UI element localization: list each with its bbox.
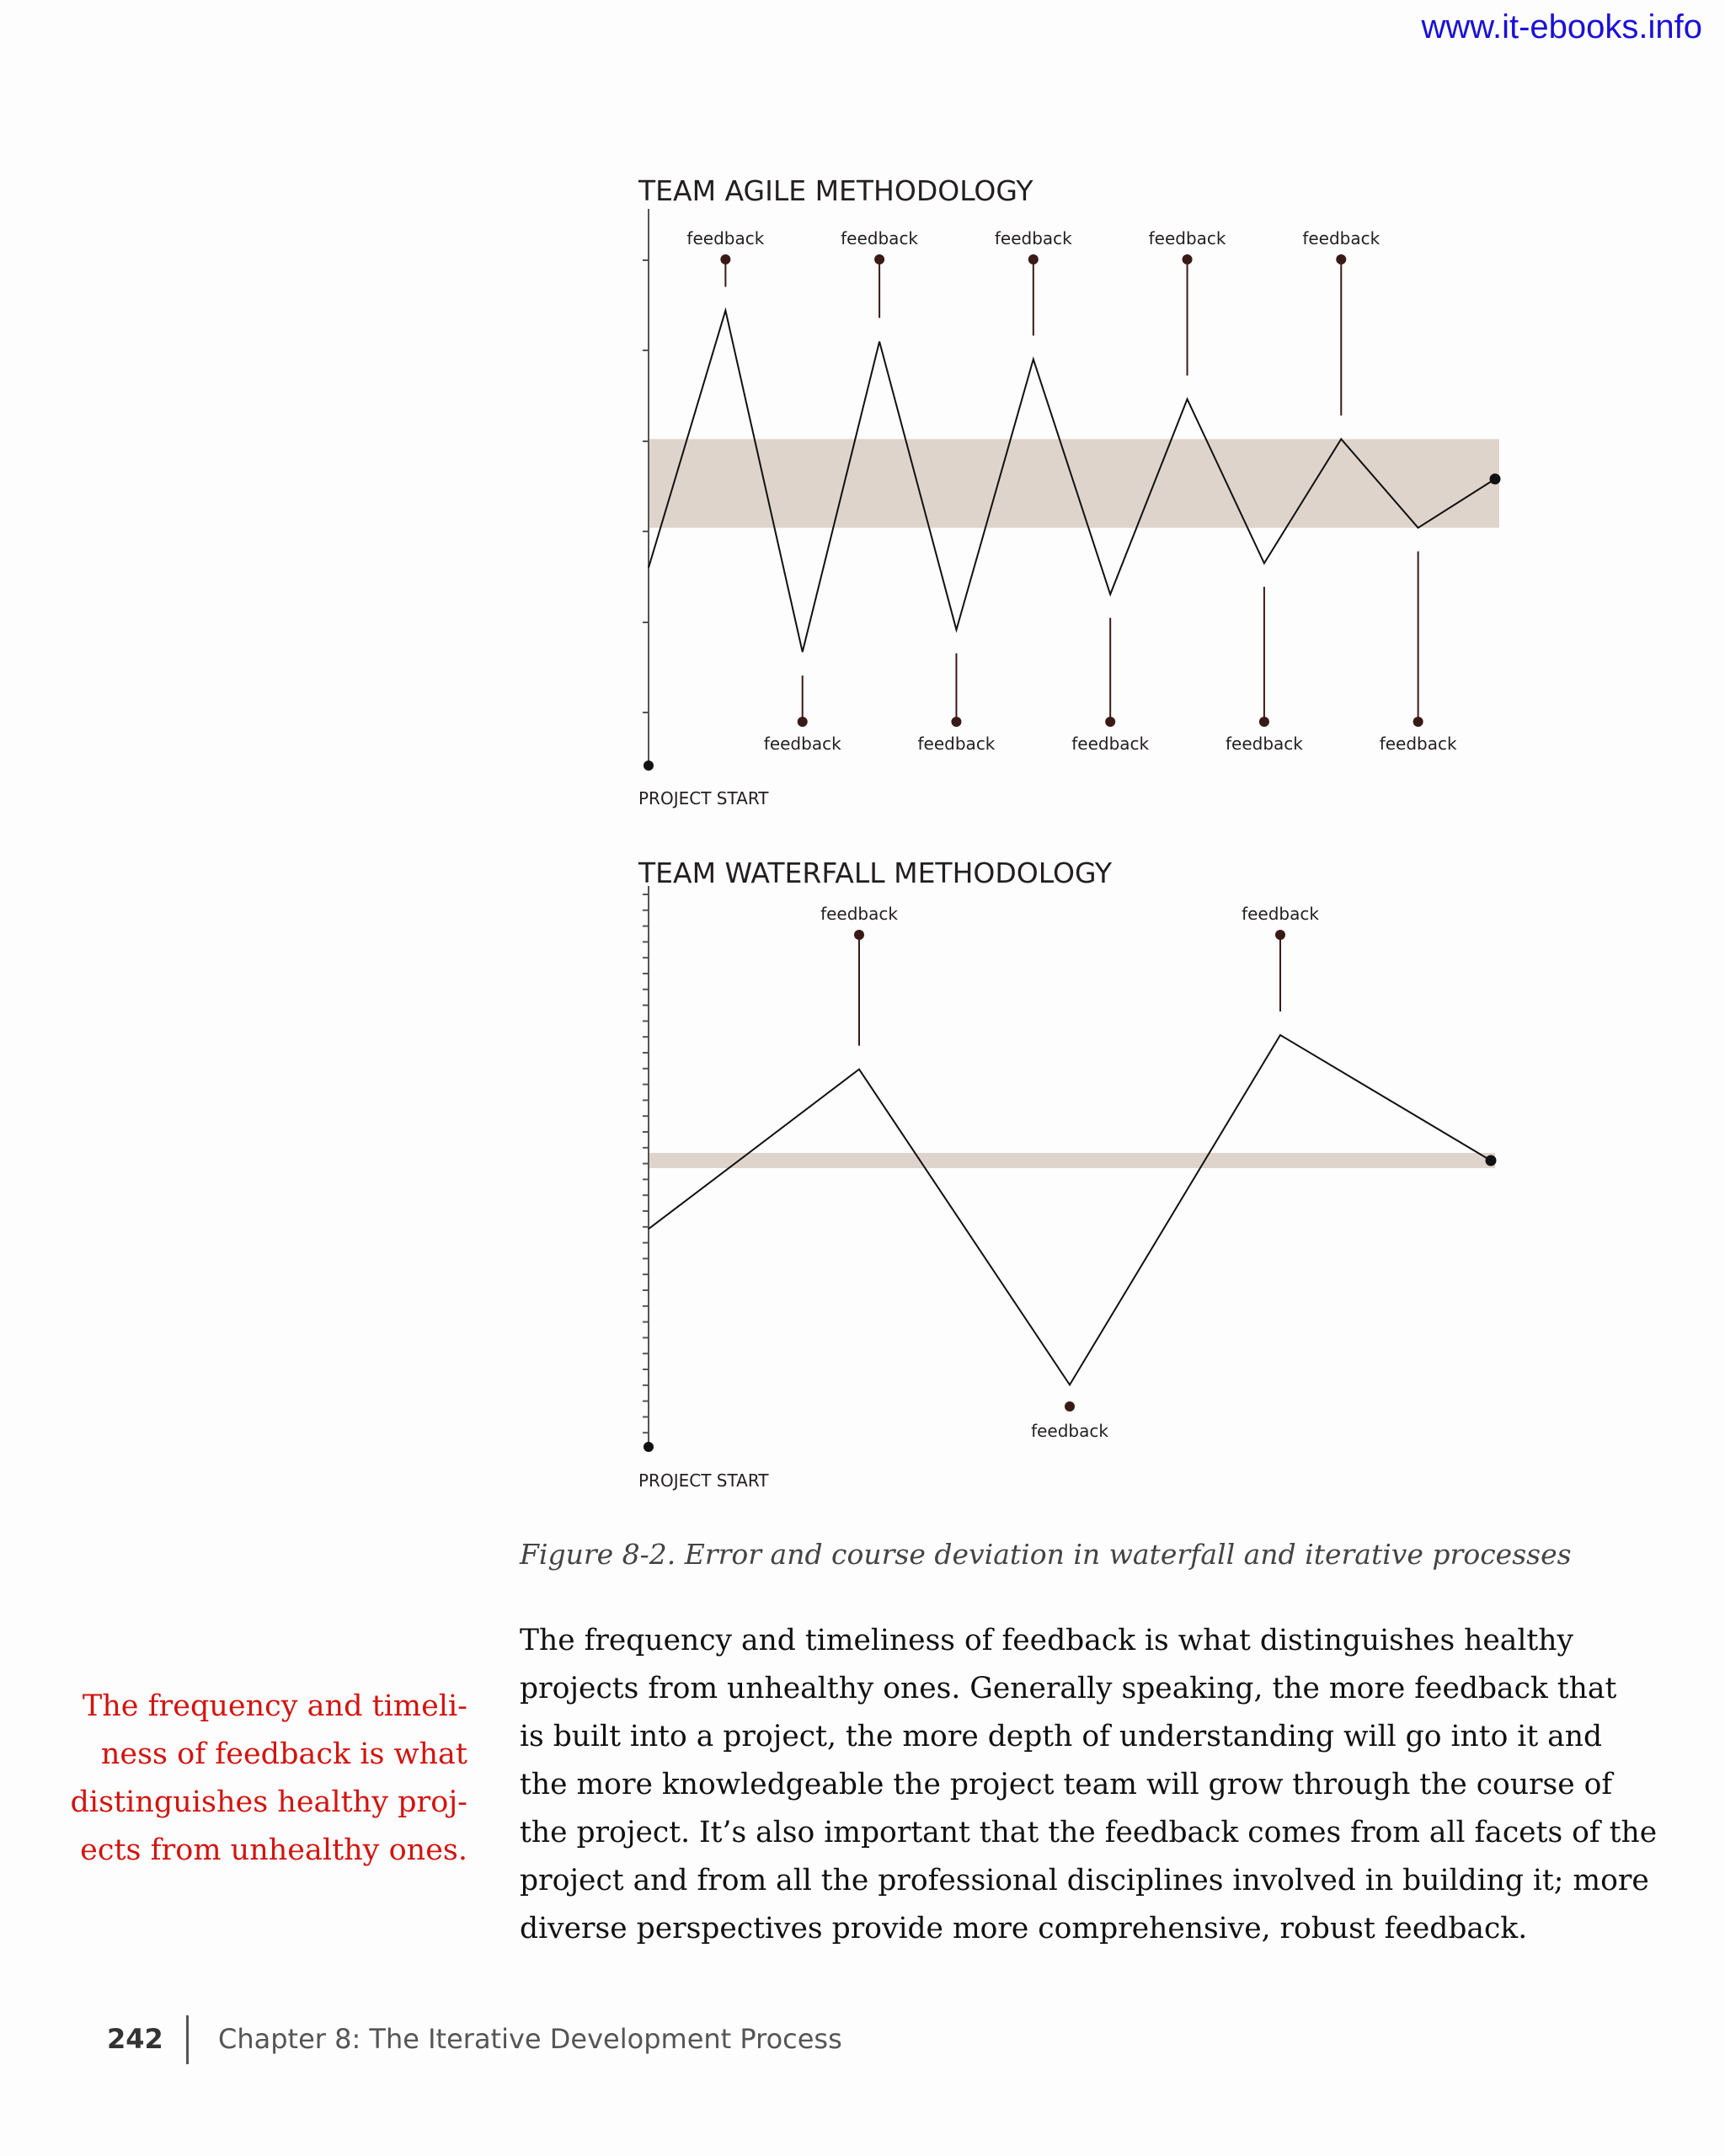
pull-quote-line: The frequency and timeli-: [82, 1689, 467, 1723]
feedback-label: feedback: [1031, 1421, 1108, 1441]
feedback-marker: [720, 254, 730, 264]
feedback-label: feedback: [820, 904, 898, 924]
waterfall-chart: [638, 886, 1497, 1491]
feedback-marker: [1065, 1401, 1075, 1412]
feedback-marker: [1413, 717, 1423, 727]
deviation-line: [649, 1035, 1491, 1385]
feedback-marker: [1259, 717, 1269, 727]
agile-chart: [638, 209, 1501, 808]
body-line: project and from all the professional disciplines involved in building it; more: [520, 1864, 1649, 1897]
feedback-marker: [874, 254, 884, 264]
project-end-marker: [1486, 1155, 1497, 1166]
project-start-marker: [644, 1442, 654, 1452]
pull-quote-line: ects from unhealthy ones.: [80, 1833, 467, 1867]
feedback-marker: [1336, 254, 1346, 264]
feedback-marker: [951, 717, 961, 727]
feedback-label: feedback: [1148, 228, 1226, 248]
x-axis-label: PROJECT START: [638, 1470, 769, 1491]
feedback-label: feedback: [994, 228, 1072, 248]
project-end-marker: [1490, 473, 1501, 484]
feedback-label: feedback: [841, 228, 919, 248]
feedback-marker: [1105, 717, 1115, 727]
feedback-label: feedback: [1071, 734, 1150, 754]
body-line: The frequency and timeliness of feedback is what distinguishes healthy: [520, 1624, 1573, 1657]
feedback-marker: [798, 717, 808, 727]
pull-quote: [67, 1683, 467, 1875]
body-line: is built into a project, the more depth of understanding will go into it and: [520, 1720, 1603, 1753]
chapter-title: Chapter 8: The Iterative Development Process: [218, 2023, 842, 2055]
body-line: projects from unhealthy ones. Generally speaking, the more feedback that: [520, 1672, 1617, 1705]
feedback-label: feedback: [1225, 734, 1303, 754]
feedback-marker: [1028, 254, 1039, 264]
feedback-label: feedback: [1379, 734, 1457, 754]
body-line: diverse perspectives provide more comprehensive, robust feedback.: [520, 1912, 1528, 1945]
agile-chart-title: TEAM AGILE METHODOLOGY: [638, 174, 1033, 207]
figure-caption: Figure 8-2. Error and course deviation in waterfall and iterative processes: [520, 1538, 1572, 1571]
feedback-label: feedback: [686, 228, 765, 248]
feedback-label: feedback: [1302, 228, 1381, 248]
feedback-label: feedback: [917, 734, 996, 754]
pull-quote-line: distinguishes healthy proj-: [70, 1785, 467, 1819]
pull-quote-line: ness of feedback is what: [100, 1737, 467, 1771]
feedback-marker: [1183, 254, 1193, 264]
feedback-marker: [1275, 930, 1285, 940]
x-axis-label: PROJECT START: [638, 788, 769, 808]
feedback-marker: [854, 930, 864, 940]
waterfall-chart-title: TEAM WATERFALL METHODOLOGY: [638, 857, 1113, 889]
project-start-marker: [644, 760, 654, 771]
acceptable-range-band: [649, 1153, 1495, 1168]
watermark-link[interactable]: www.it-ebooks.info: [1421, 8, 1702, 45]
body-line: the project. It’s also important that the feedback comes from all facets of the: [520, 1816, 1658, 1849]
page-number: 242: [107, 2023, 163, 2055]
body-paragraph: [520, 1617, 1658, 1953]
footer-divider: [186, 2015, 189, 2064]
body-line: the more knowledgeable the project team will grow through the course of: [520, 1768, 1613, 1801]
feedback-label: feedback: [1242, 904, 1319, 924]
feedback-label: feedback: [763, 734, 841, 754]
